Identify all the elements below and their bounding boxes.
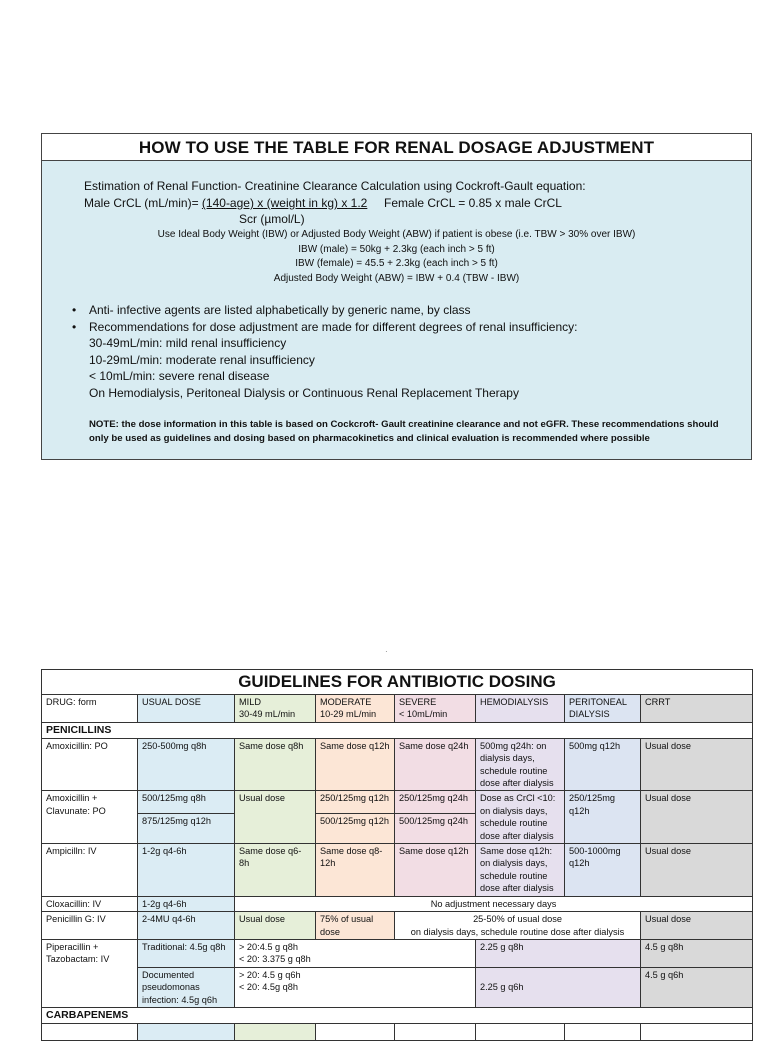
drug-cell: Amoxicillin + Clavunate: PO	[42, 791, 138, 844]
drug-cell: Penicillin G: IV	[42, 912, 138, 940]
table-row	[42, 791, 753, 814]
renal-dose-cell	[235, 967, 476, 1007]
merged-note-cell: No adjustment necessary days	[235, 896, 753, 911]
usual-cell: 2-4MU q4-6h	[138, 912, 235, 940]
formula-line	[84, 195, 586, 212]
dosing-table	[41, 669, 753, 1041]
peritoneal-cell: 250/125mg q12h	[565, 791, 641, 844]
header-hemodialysis: HEMODIALYSIS	[476, 695, 565, 723]
table-row	[42, 896, 753, 911]
renal-dose-cell	[235, 939, 476, 967]
guide-title: GUIDELINES FOR ANTIBIOTIC DOSING	[42, 670, 753, 695]
usual-cell: 1-2g q4-6h	[138, 844, 235, 897]
crrt-cell: Usual dose	[641, 912, 753, 940]
partial-cell	[316, 1023, 395, 1040]
moderate-cell: Same dose q8-12h	[316, 844, 395, 897]
bullet-sub-item: 10-29mL/min: moderate renal insufficiency	[89, 352, 315, 367]
separator-dot: ·	[385, 647, 388, 656]
severe-cell: Same dose q12h	[395, 844, 476, 897]
header-severe	[395, 695, 476, 723]
moderate-cell: 75% of usual dose	[316, 912, 395, 940]
hemodialysis-cell: 500mg q24h: on dialysis days, schedule routine dose after dialysis	[476, 738, 565, 791]
merged-line: on dialysis days, schedule routine dose after dialysis	[410, 926, 625, 937]
crrt-cell: Usual dose	[641, 844, 753, 897]
mild-cell: Same dose q6-8h	[235, 844, 316, 897]
bullet-item: • Recommendations for dose adjustment are made for different degrees of renal insufficiency:	[72, 319, 578, 336]
formula-denominator: Scr (µmol/L)	[239, 212, 305, 226]
class-carbapenems: CARBAPENEMS	[42, 1007, 753, 1023]
crrt-cell: 4.5 g q8h	[641, 939, 753, 967]
partial-cell	[235, 1023, 316, 1040]
renal-dose-line: > 20: 4.5 g q6h	[239, 969, 301, 980]
weight-line: IBW (male) = 50kg + 2.3kg (each inch > 5 ft)	[298, 243, 495, 255]
peritoneal-cell: 500mg q12h	[565, 738, 641, 791]
usual-cell: Documented pseudomonas infection: 4.5g q6h	[138, 967, 235, 1007]
renal-dose-line: < 20: 4.5g q8h	[239, 982, 299, 993]
header-drug: DRUG: form	[42, 695, 138, 723]
header-row	[42, 695, 753, 723]
usual-cell: 875/125mg q12h	[138, 814, 235, 844]
renal-dose-line: < 20: 3.375 g q8h	[239, 954, 311, 965]
partial-cell	[138, 1023, 235, 1040]
header-mild-range: 30-49 mL/min	[239, 709, 296, 720]
mild-cell: Usual dose	[235, 912, 316, 940]
drug-cell: Cloxacillin: IV	[42, 896, 138, 911]
usual-cell: 500/125mg q8h	[138, 791, 235, 814]
weight-line: Adjusted Body Weight (ABW) = IBW + 0.4 (TBW - IBW)	[273, 272, 520, 284]
header-moderate-range: 10-29 mL/min	[320, 709, 377, 720]
note-text: NOTE: the dose information in this table is based on Cockcroft- Gault creatinine clearance and not eGFR. These recommendations should only be used as guidelines and dosing based on pharmacokinetics and clinical evaluation is recommended where possible	[89, 419, 719, 444]
moderate-cell: 250/125mg q12h	[316, 791, 395, 814]
class-penicillins: PENICILLINS	[42, 722, 753, 738]
crrt-cell: Usual dose	[641, 791, 753, 844]
partial-cell	[641, 1023, 753, 1040]
male-formula-prefix: Male CrCL (mL/min)=	[84, 196, 202, 210]
partial-cell	[395, 1023, 476, 1040]
header-moderate-label: MODERATE	[320, 697, 372, 707]
moderate-cell: Same dose q12h	[316, 738, 395, 791]
table-row	[42, 738, 753, 791]
severe-cell: Same dose q24h	[395, 738, 476, 791]
header-severe-range: < 10mL/min	[399, 709, 448, 720]
table-row	[42, 912, 753, 940]
how-to-use-title: HOW TO USE THE TABLE FOR RENAL DOSAGE ADJUSTMENT	[42, 134, 751, 161]
mild-cell: Usual dose	[235, 791, 316, 844]
weight-lines	[42, 228, 751, 286]
header-peritoneal: PERITONEAL DIALYSIS	[565, 695, 641, 723]
header-severe-label: SEVERE	[399, 697, 437, 707]
header-mild	[235, 695, 316, 723]
dialysis-dose-cell: 2.25 g q6h	[476, 967, 641, 1007]
drug-cell: Amoxicillin: PO	[42, 738, 138, 791]
usual-cell: 250-500mg q8h	[138, 738, 235, 791]
header-usual: USUAL DOSE	[138, 695, 235, 723]
mild-cell: Same dose q8h	[235, 738, 316, 791]
bullet-sub-item: 30-49mL/min: mild renal insufficiency	[89, 336, 287, 351]
drug-cell: Piperacillin + Tazobactam: IV	[42, 939, 138, 1007]
renal-dose-line: > 20:4.5 g q8h	[239, 941, 299, 952]
peritoneal-cell: 500-1000mg q12h	[565, 844, 641, 897]
crrt-cell: 4.5 g q6h	[641, 967, 753, 1007]
bullet-sub-item: < 10mL/min: severe renal disease	[89, 369, 270, 384]
table-row	[42, 844, 753, 897]
bullet-item: • Anti- infective agents are listed alphabetically by generic name, by class	[72, 302, 578, 319]
partial-cell	[42, 1023, 138, 1040]
table-row	[42, 939, 753, 967]
bullet-sub-item: On Hemodialysis, Peritoneal Dialysis or Continuous Renal Replacement Therapy	[89, 385, 519, 400]
drug-cell: Ampicilln: IV	[42, 844, 138, 897]
crrt-cell: Usual dose	[641, 738, 753, 791]
weight-line: IBW (female) = 45.5 + 2.3kg (each inch > 5 ft)	[295, 258, 498, 269]
severe-cell: 500/125mg q24h	[395, 814, 476, 844]
severe-cell: 250/125mg q24h	[395, 791, 476, 814]
partial-cell	[565, 1023, 641, 1040]
male-formula-numerator: (140-age) x (weight in kg) x 1.2	[201, 196, 368, 210]
merged-line: 25-50% of usual dose	[473, 914, 562, 925]
hemodialysis-cell: Dose as CrCl <10: on dialysis days, schedule routine dose after dialysis	[476, 791, 565, 844]
table-row	[42, 967, 753, 1007]
female-formula: Female CrCL = 0.85 x male CrCL	[384, 196, 562, 210]
antibiotic-dosing-guide	[41, 669, 752, 1041]
dialysis-dose-cell: 2.25 g q8h	[476, 939, 641, 967]
header-moderate	[316, 695, 395, 723]
bullet-list	[72, 302, 578, 402]
how-to-use-box	[41, 133, 752, 460]
header-mild-label: MILD	[239, 697, 261, 707]
weight-line: Use Ideal Body Weight (IBW) or Adjusted Body Weight (ABW) if patient is obese (i.e. TBW > 30% over IBW)	[157, 229, 636, 240]
header-crrt: CRRT	[641, 695, 753, 723]
estimation-text	[84, 178, 586, 212]
merged-severe-dialysis-cell	[395, 912, 641, 940]
usual-cell: 1-2g q4-6h	[138, 896, 235, 911]
hemodialysis-cell: Same dose q12h: on dialysis days, schedule routine dose after dialysis	[476, 844, 565, 897]
table-row-partial	[42, 1023, 753, 1040]
moderate-cell: 500/125mg q12h	[316, 814, 395, 844]
estimation-line: Estimation of Renal Function- Creatinine Clearance Calculation using Cockroft-Gault equation:	[84, 179, 586, 193]
partial-cell	[476, 1023, 565, 1040]
usual-cell: Traditional: 4.5g q8h	[138, 939, 235, 967]
